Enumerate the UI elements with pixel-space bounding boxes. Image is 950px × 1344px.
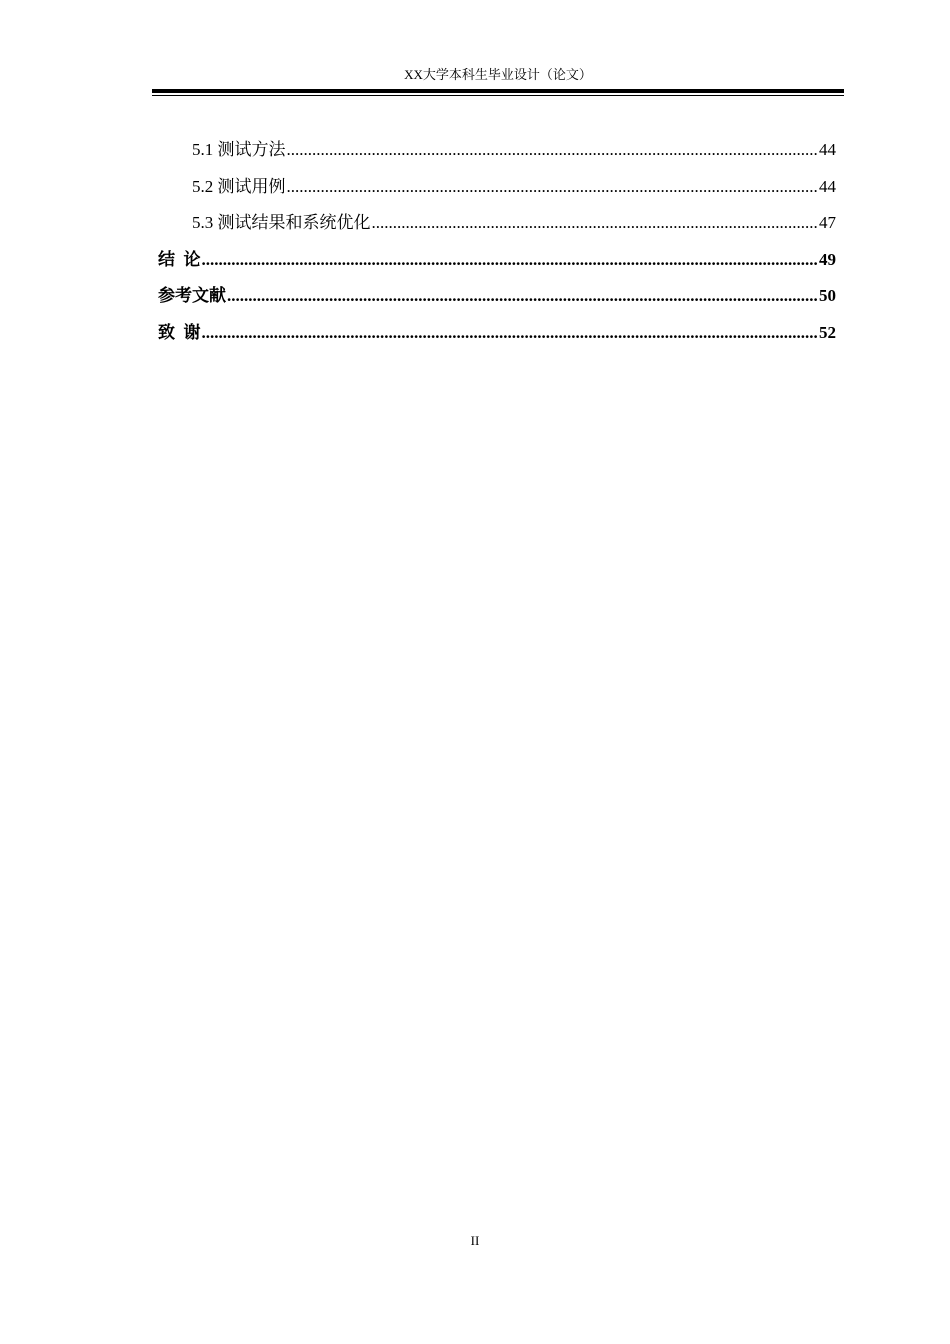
toc-dot-leader	[372, 211, 819, 235]
toc-entry-label: 致 谢	[158, 322, 201, 342]
toc-entry[interactable]	[158, 138, 836, 175]
toc-entry-label: 5.1 测试方法	[192, 140, 286, 159]
toc-entry-page: 52	[819, 322, 836, 342]
toc-entry[interactable]	[158, 248, 836, 285]
page-header: XX大学本科生毕业设计（论文）	[404, 67, 592, 82]
toc-dot-leader	[202, 321, 819, 345]
page-number: II	[470, 1233, 480, 1248]
toc-dot-leader	[287, 138, 819, 162]
header-rule-thick	[152, 89, 844, 93]
toc-entry-page: 47	[819, 213, 836, 233]
toc-entry-page: 50	[819, 286, 836, 306]
toc-dot-leader	[287, 175, 819, 199]
toc-entry[interactable]	[158, 284, 836, 321]
toc-dot-leader	[202, 248, 819, 272]
toc-entry-label: 5.2 测试用例	[192, 176, 286, 196]
toc-entry[interactable]	[158, 211, 836, 248]
toc-entry-page: 44	[819, 176, 836, 196]
toc-dot-leader	[227, 284, 818, 308]
toc-entry-label: 结 论	[158, 249, 201, 269]
toc-entry-page: 44	[819, 140, 836, 159]
toc-entry-label: 参考文献	[158, 286, 226, 306]
toc-entry[interactable]	[158, 321, 836, 358]
table-of-contents	[158, 138, 836, 358]
toc-entry-label: 5.3 测试结果和系统优化	[192, 213, 371, 233]
header-rule-thin	[152, 95, 844, 96]
toc-entry-page: 49	[819, 249, 836, 269]
toc-entry[interactable]	[158, 175, 836, 212]
